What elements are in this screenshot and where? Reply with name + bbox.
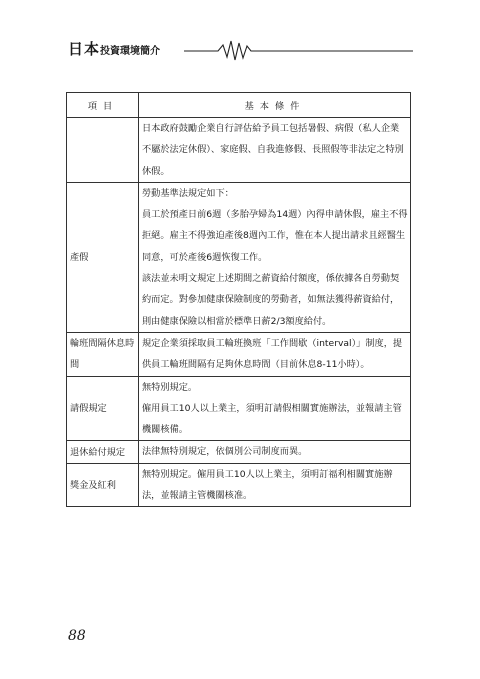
row-item-cell: 產假 bbox=[67, 182, 139, 332]
condition-text: 規定企業須採取員工輪班換班「工作間歇（interval）」制度，提供員工輪班間隔有足夠休息時間（目前休息8-11小時）。 bbox=[142, 337, 403, 371]
column-header-item: 項目 bbox=[67, 93, 139, 118]
row-item-cell: 退休給付規定 bbox=[67, 441, 139, 463]
page-number: 88 bbox=[68, 628, 86, 644]
row-conditions-cell bbox=[139, 376, 411, 441]
condition-text: 員工於預產日前6週（多胎孕婦為14週）內得申請休假，雇主不得拒絕。雇主不得強迫產後8週內工作，惟在本人提出請求且經醫生同意，可於產後6週恢復工作。 bbox=[142, 209, 408, 263]
row-item-cell: 獎金及紅利 bbox=[67, 463, 139, 507]
table-header-row bbox=[67, 93, 411, 118]
condition-text: 勞動基準法規定如下： bbox=[142, 187, 234, 199]
row-item-cell bbox=[67, 118, 139, 183]
header-title-sub: 投資環境簡介 bbox=[100, 46, 161, 57]
row-conditions-cell bbox=[139, 118, 411, 183]
row-item-cell: 請假規定 bbox=[67, 376, 139, 441]
condition-text: 無特別規定。僱用員工10人以上業主，須明訂福利相關實施辦法，並報請主管機關核准。 bbox=[142, 468, 393, 502]
row-conditions-cell bbox=[139, 332, 411, 376]
row-conditions-cell bbox=[139, 463, 411, 507]
header-title-main: 日本 bbox=[68, 40, 101, 58]
row-conditions-cell bbox=[139, 182, 411, 332]
condition-text: 日本政府鼓勵企業自行評估給予員工包括暑假、病假（私人企業不屬於法定休假）、家庭假、自我進修假、長照假等非法定之特別休假。 bbox=[142, 123, 404, 177]
table-row bbox=[67, 376, 411, 441]
row-conditions-cell bbox=[139, 441, 411, 463]
table-row bbox=[67, 182, 411, 332]
running-header bbox=[68, 36, 413, 62]
condition-text: 法律無特別規定，依個別公司制度而異。 bbox=[142, 446, 308, 458]
table-row bbox=[67, 463, 411, 507]
condition-text: 該法並未明文規定上述期間之薪資給付額度，係依據各自勞動契約而定。對參加健康保險制度的勞動者，如無法獲得薪資給付，則由健康保險以相當於標準日薪2/3額度給付。 bbox=[142, 273, 400, 327]
table-row bbox=[67, 441, 411, 463]
table-row bbox=[67, 332, 411, 376]
header-title bbox=[68, 38, 160, 59]
table-row bbox=[67, 118, 411, 183]
conditions-table bbox=[66, 92, 411, 507]
row-item-cell: 輪班間隔休息時間 bbox=[67, 332, 139, 376]
condition-text: 無特別規定。 bbox=[142, 381, 198, 393]
condition-text: 僱用員工10人以上業主，須明訂請假相關實施辦法，並報請主管機關核備。 bbox=[142, 402, 402, 436]
column-header-conditions: 基本條件 bbox=[139, 93, 411, 118]
